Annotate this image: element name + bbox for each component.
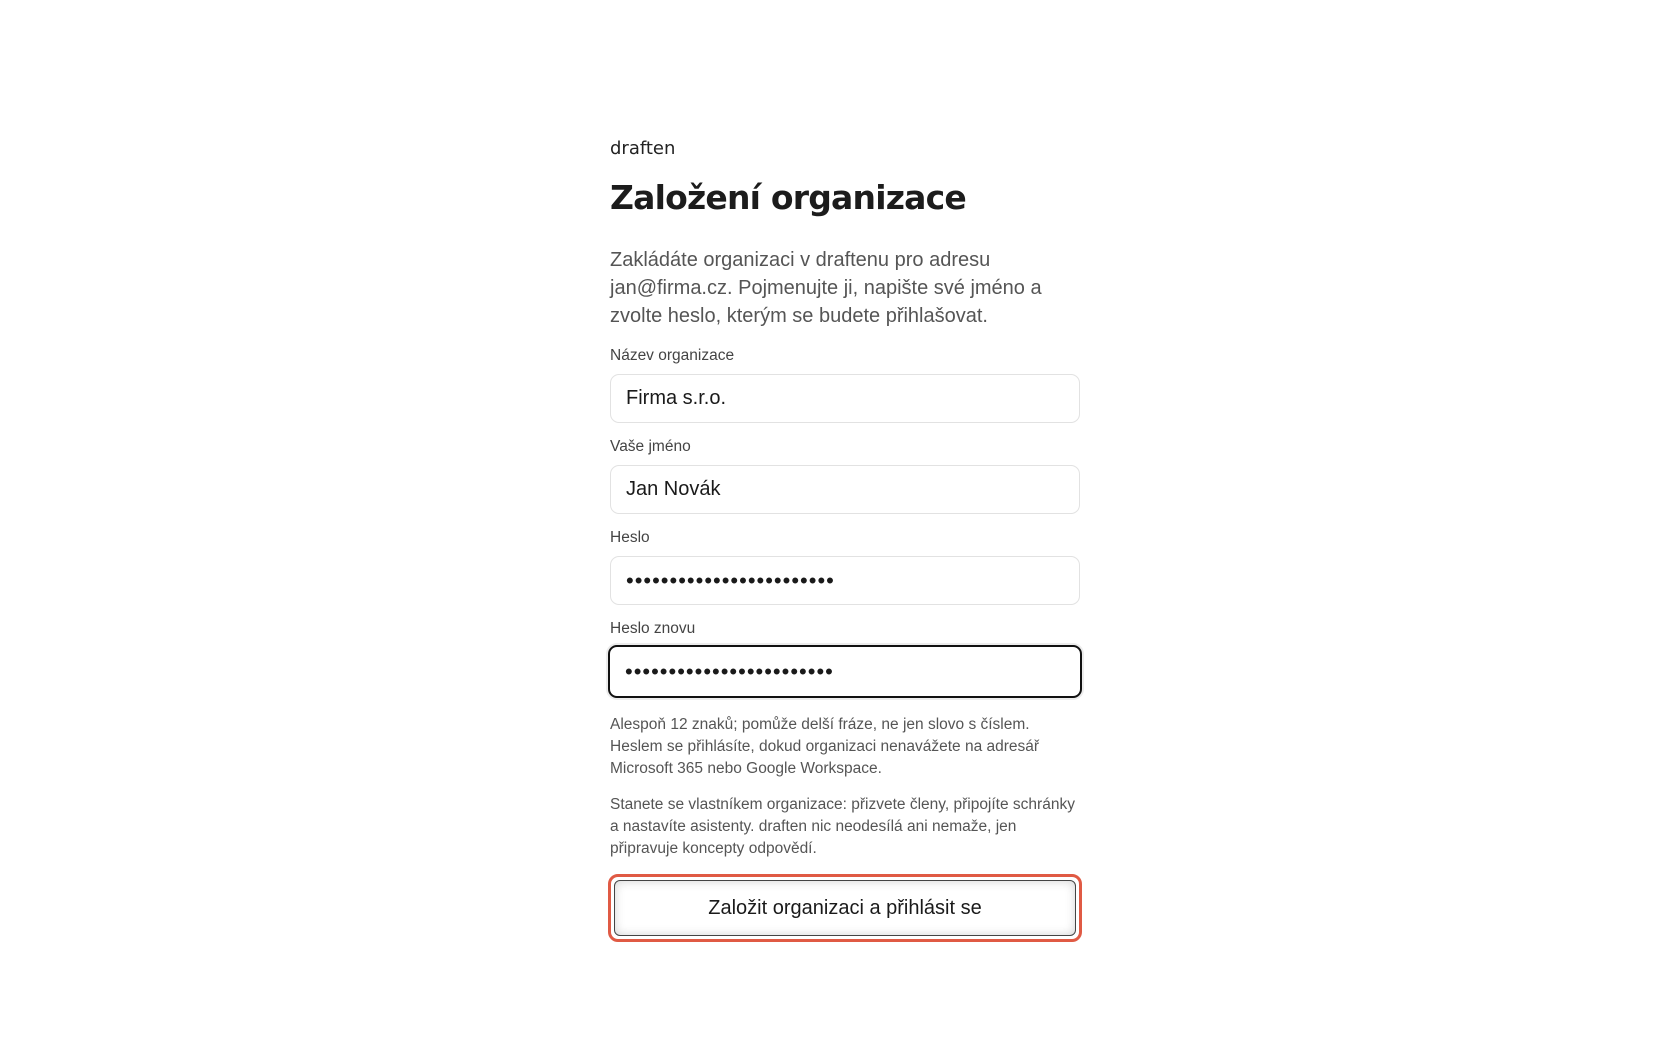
create-organization-button[interactable]: Založit organizaci a přihlásit se [614,880,1076,936]
password-input[interactable] [610,556,1080,605]
org-name-input[interactable] [610,374,1080,423]
password-repeat-input[interactable] [608,645,1082,698]
password-repeat-label: Heslo znovu [610,620,696,637]
brand-name: draften [610,138,676,159]
submit-highlight [608,874,1082,942]
org-name-label: Název organizace [610,347,735,364]
password-field [610,528,1080,605]
intro-text: Zakládáte organizaci v draftenu pro adresu jan@firma.cz. Pojmenujte ji, napište své jméno a zvolte heslo, kterým se budete přihlašovat. [610,249,1042,327]
owner-note: Stanete se vlastníkem organizace: přizvete členy, připojíte schránky a nastavíte asistenty. draften nic neodesílá ani nemaže, jen připravuje koncepty odpovědí. [610,796,1075,857]
your-name-field [610,437,1080,514]
signup-card [610,136,1080,942]
your-name-label: Vaše jméno [610,438,691,455]
password-repeat-field [610,619,1080,698]
password-hint: Alespoň 12 znaků; pomůže delší fráze, ne jen slovo s číslem. Heslem se přihlásíte, dokud organizaci nenavážete na adresář Microsoft 365 nebo Google Workspace. [610,716,1040,777]
password-label: Heslo [610,529,650,546]
your-name-input[interactable] [610,465,1080,514]
page-title: Založení organizace [610,178,966,217]
org-name-field [610,346,1080,423]
